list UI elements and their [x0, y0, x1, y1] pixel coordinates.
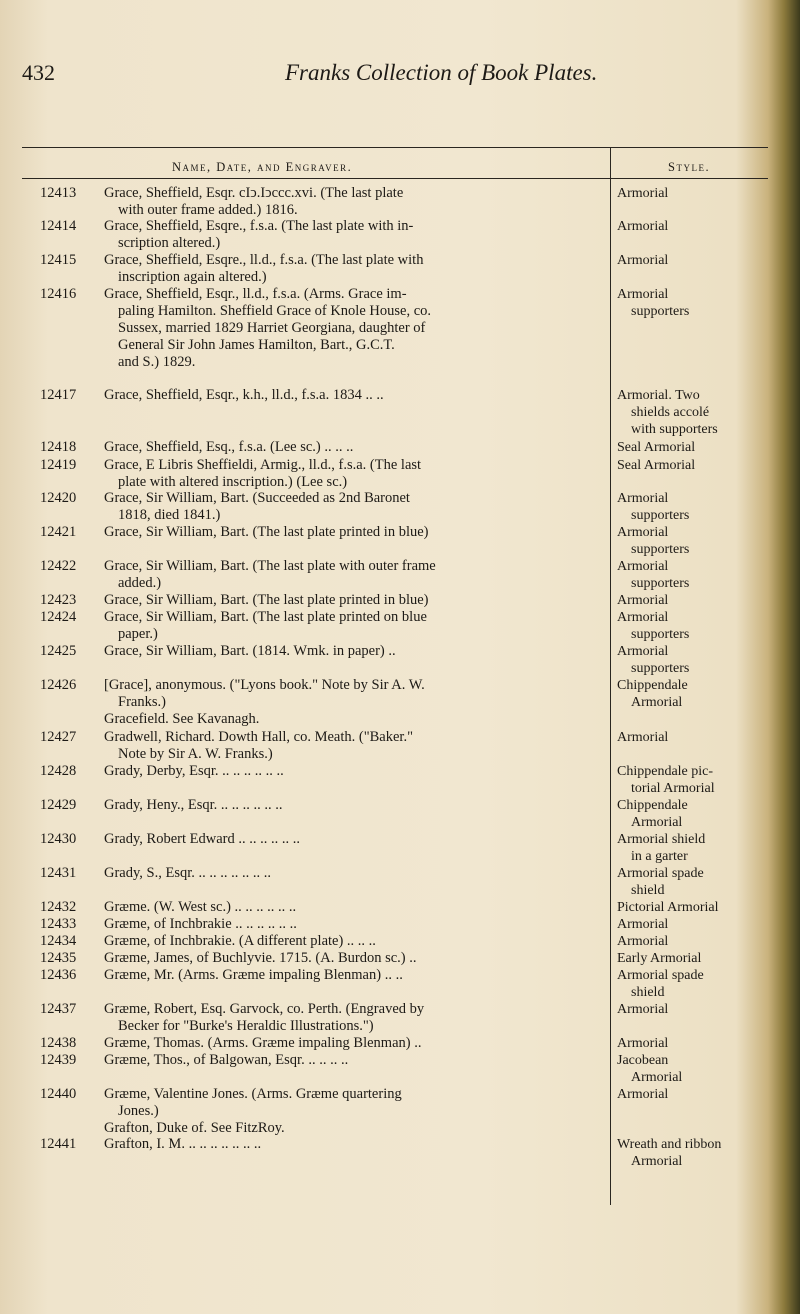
entry-style-line: Seal Armorial: [617, 440, 696, 455]
entry-style-line: Chippendale: [617, 678, 688, 693]
entry-number: 12431: [40, 865, 77, 881]
entry-style: [617, 916, 792, 933]
entry-style: [617, 1001, 792, 1018]
entry-name-line: with outer frame added.) 1816.: [118, 202, 298, 218]
entry-style: [617, 677, 792, 711]
entry-number: 12441: [40, 1136, 77, 1152]
entry-style-line: Armorial: [617, 644, 669, 659]
entry-number: 12439: [40, 1052, 77, 1068]
entry-style-line: Armorial shield: [617, 832, 706, 847]
entry-style-line: Armorial: [631, 695, 683, 710]
entry-name-line: Grace, Sir William, Bart. (The last plate with outer frame: [104, 558, 436, 574]
entry-style: [617, 763, 792, 797]
running-head: Franks Collection of Book Plates.: [285, 60, 598, 85]
entry-style: [617, 218, 792, 235]
entry-name-line: Grace, E Libris Sheffieldi, Armig., ll.d., f.s.a. (The last: [104, 457, 422, 473]
entry-name-line: Grace, Sir William, Bart. (The last plate printed on blue: [104, 609, 427, 625]
entry-name-line: added.): [118, 575, 162, 591]
entry-style-line: Pictorial Armorial: [617, 900, 719, 915]
entry-name-line: Grace, Sir William, Bart. (The last plate printed in blue): [104, 524, 429, 540]
entry-number: 12416: [40, 286, 77, 302]
entry-style-line: supporters: [631, 661, 690, 676]
entry-name: [104, 763, 604, 780]
entry-name-line: Grace, Sir William, Bart. (Succeeded as 2nd Baronet: [104, 490, 410, 506]
entry-style: [617, 865, 792, 899]
entry-name: [104, 387, 604, 404]
entry-number: 12436: [40, 967, 77, 983]
entry-name-line: Grafton, I. M. .. .. .. .. .. .. ..: [104, 1136, 262, 1152]
entry-name-line: Grady, Derby, Esqr. .. .. .. .. .. ..: [104, 763, 284, 779]
entry-style: [617, 797, 792, 831]
entry-number: 12424: [40, 609, 77, 625]
entry-style: [617, 1136, 792, 1170]
entry-name-line: Grace, Sheffield, Esqr. cIↄ.Iↄccc.xvi. (The last plate: [104, 185, 404, 201]
entry-name: [104, 1052, 604, 1069]
entry-style-line: Armorial: [617, 559, 669, 574]
entry-number: 12428: [40, 763, 77, 779]
entry-number: 12422: [40, 558, 77, 574]
entry-number: 12432: [40, 899, 77, 915]
entry-name-line: 1818, died 1841.): [118, 507, 221, 523]
entry-name: [104, 457, 604, 491]
entry-name-line: Sussex, married 1829 Harriet Georgiana, daughter of: [118, 320, 426, 336]
entry-style-line: supporters: [631, 304, 690, 319]
entry-name-line: Græme, Thos., of Balgowan, Esqr. .. .. .. ..: [104, 1052, 349, 1068]
entry-style-line: Armorial: [617, 730, 669, 745]
entry-style-line: supporters: [631, 508, 690, 523]
entry-style: [617, 831, 792, 865]
entry-number: 12440: [40, 1086, 77, 1102]
entry-name-line: Franks.): [118, 694, 166, 710]
entry-style-line: Armorial: [617, 287, 669, 302]
entry-style-line: Early Armorial: [617, 951, 702, 966]
entry-style-line: Armorial: [631, 1154, 683, 1169]
entry-name-line: Græme, Robert, Esq. Garvock, co. Perth. (Engraved by: [104, 1001, 425, 1017]
entry-name-line: Græme, Valentine Jones. (Arms. Græme quartering: [104, 1086, 402, 1102]
entry-name-line: plate with altered inscription.) (Lee sc.): [118, 474, 348, 490]
entry-style: [617, 609, 792, 643]
entry-number: 12426: [40, 677, 77, 693]
entry-style-line: Chippendale pic-: [617, 764, 714, 779]
entry-number: 12415: [40, 252, 77, 268]
entry-name: [104, 831, 604, 848]
entry-number: 12435: [40, 950, 77, 966]
entry-style: [617, 967, 792, 1001]
entry-name: [104, 967, 604, 984]
entry-style-line: Armorial: [617, 491, 669, 506]
entry-name: [104, 524, 604, 541]
entry-name-line: scription altered.): [118, 235, 221, 251]
entry-style: [617, 558, 792, 592]
entry-style: [617, 643, 792, 677]
entry-name: [104, 218, 604, 252]
entry-style: [617, 185, 792, 202]
entry-number: 12429: [40, 797, 77, 813]
entry-style-line: Armorial: [617, 1036, 669, 1051]
entry-name-line: Grady, Robert Edward .. .. .. .. .. ..: [104, 831, 300, 847]
entry-name-line: Grace, Sheffield, Esq., f.s.a. (Lee sc.) .. .. ..: [104, 439, 354, 455]
entry-number: 12437: [40, 1001, 77, 1017]
entry-name: [104, 1035, 604, 1052]
entry-name: [104, 592, 604, 609]
entry-number: 12438: [40, 1035, 77, 1051]
entry-name-line: Grace, Sheffield, Esqr., ll.d., f.s.a. (Arms. Grace im-: [104, 286, 407, 302]
entry-name-line: Grace, Sheffield, Esqr., k.h., ll.d., f.s.a. 1834 .. ..: [104, 387, 384, 403]
entry-style-line: Armorial: [631, 1070, 683, 1085]
entry-name: [104, 185, 604, 219]
entry-style-line: Armorial: [617, 253, 669, 268]
entry-number: 12430: [40, 831, 77, 847]
entry-name: [104, 1136, 604, 1153]
entry-style-line: Armorial: [617, 219, 669, 234]
entry-style-line: Armorial: [617, 593, 669, 608]
entry-name-line: Grace, Sheffield, Esqre., ll.d., f.s.a. (The last plate with: [104, 252, 424, 268]
entry-style-line: with supporters: [631, 422, 718, 437]
page-number: 432: [22, 60, 55, 85]
entry-style: [617, 286, 792, 320]
entry-name-line: Græme, of Inchbrakie. (A different plate) .. .. ..: [104, 933, 376, 949]
entry-name: [104, 899, 604, 916]
entry-name-line: [Grace], anonymous. ("Lyons book." Note by Sir A. W.: [104, 677, 425, 693]
entry-name: [104, 558, 604, 592]
entry-style: [617, 524, 792, 558]
entry-style: [617, 490, 792, 524]
entry-name: [104, 1001, 604, 1035]
entry-style: [617, 252, 792, 269]
entry-style-line: Armorial: [617, 1002, 669, 1017]
entry-style-line: Armorial: [617, 917, 669, 932]
entry-name-line: Græme, James, of Buchlyvie. 1715. (A. Burdon sc.) ..: [104, 950, 417, 966]
entry-number: 12421: [40, 524, 77, 540]
entry-style-line: Armorial: [617, 1087, 669, 1102]
entry-name-line: General Sir John James Hamilton, Bart., G.C.T.: [118, 337, 395, 353]
entry-name-line: Græme, Thomas. (Arms. Græme impaling Blenman) ..: [104, 1035, 422, 1051]
entry-style-line: torial Armorial: [631, 781, 715, 796]
entry-name-line: Græme, of Inchbrakie .. .. .. .. .. ..: [104, 916, 297, 932]
top-rule: [22, 147, 768, 148]
entry-name-line: Grace, Sir William, Bart. (The last plate printed in blue): [104, 592, 429, 608]
entry-number: 12413: [40, 185, 77, 201]
entry-name-line: Grace, Sheffield, Esqre., f.s.a. (The last plate with in-: [104, 218, 414, 234]
entry-style-line: Armorial: [631, 815, 683, 830]
entry-style: [617, 729, 792, 746]
column-heading-style: Style.: [668, 160, 711, 174]
entry-style-line: shield: [631, 883, 665, 898]
entry-style: [617, 950, 792, 967]
entry-style-line: supporters: [631, 576, 690, 591]
entry-name: [104, 439, 604, 456]
entry-style: [617, 899, 792, 916]
entry-style-line: Armorial: [617, 934, 669, 949]
entry-style-line: Jacobean: [617, 1053, 669, 1068]
entry-name-line: Note by Sir A. W. Franks.): [118, 746, 273, 762]
entry-number: 12419: [40, 457, 77, 473]
entry-name: [104, 609, 604, 643]
entry-number: 12418: [40, 439, 77, 455]
entry-style-line: shields accolé: [631, 405, 710, 420]
entry-number: 12423: [40, 592, 77, 608]
entry-name: [104, 286, 604, 371]
entry-name-line: Grafton, Duke of. See FitzRoy.: [104, 1120, 285, 1136]
entry-style-line: Wreath and ribbon: [617, 1137, 722, 1152]
entry-style-line: supporters: [631, 627, 690, 642]
entry-name: [104, 490, 604, 524]
entry-style: [617, 387, 792, 438]
entry-style-line: Chippendale: [617, 798, 688, 813]
entry-name: [104, 933, 604, 950]
entry-number: 12414: [40, 218, 77, 234]
entry-name: [104, 729, 604, 763]
entry-name-line: Grace, Sir William, Bart. (1814. Wmk. in paper) ..: [104, 643, 396, 659]
entry-name-line: paper.): [118, 626, 158, 642]
entry-style-line: in a garter: [631, 849, 688, 864]
entry-name-line: inscription again altered.): [118, 269, 267, 285]
entry-name-line: Grady, Heny., Esqr. .. .. .. .. .. ..: [104, 797, 283, 813]
entry-style-line: Armorial: [617, 525, 669, 540]
entry-name-line: paling Hamilton. Sheffield Grace of Knole House, co.: [118, 303, 432, 319]
entry-name: [104, 252, 604, 286]
entry-style: [617, 1086, 792, 1103]
entry-name-line: Grady, S., Esqr. .. .. .. .. .. .. ..: [104, 865, 272, 881]
entry-style-line: Armorial: [617, 610, 669, 625]
entry-style-line: Armorial spade: [617, 866, 704, 881]
entry-style-line: Armorial: [617, 186, 669, 201]
entry-style-line: Seal Armorial: [617, 458, 696, 473]
entry-number: 12420: [40, 490, 77, 506]
entry-style-line: Armorial. Two: [617, 388, 700, 403]
entry-name: [104, 950, 604, 967]
entry-style-line: shield: [631, 985, 665, 1000]
entry-number: 12425: [40, 643, 77, 659]
column-divider: [610, 147, 611, 1205]
entry-name: [104, 643, 604, 660]
entry-style: [617, 439, 792, 456]
entry-number: 12427: [40, 729, 77, 745]
entry-name: [104, 916, 604, 933]
entry-name-line: Becker for "Burke's Heraldic Illustrations."): [118, 1018, 374, 1034]
entry-style: [617, 457, 792, 474]
entry-number: 12433: [40, 916, 77, 932]
entry-style: [617, 592, 792, 609]
column-heading-name: Name, Date, and Engraver.: [172, 160, 353, 174]
entry-style-line: Armorial spade: [617, 968, 704, 983]
entry-number: 12434: [40, 933, 77, 949]
entry-name: [104, 677, 604, 728]
entry-name-line: Græme, Mr. (Arms. Græme impaling Blenman) .. ..: [104, 967, 403, 983]
entry-name-line: Græme. (W. West sc.) .. .. .. .. .. ..: [104, 899, 297, 915]
entry-name-line: Jones.): [118, 1103, 159, 1119]
entry-name: [104, 1086, 604, 1137]
entry-style: [617, 1052, 792, 1086]
page-header: [0, 60, 800, 100]
heading-rule: [22, 178, 768, 179]
entry-name-line: Gradwell, Richard. Dowth Hall, co. Meath. ("Baker.": [104, 729, 414, 745]
entry-number: 12417: [40, 387, 77, 403]
entry-name-line: and S.) 1829.: [118, 354, 196, 370]
entry-name: [104, 797, 604, 814]
entry-style: [617, 933, 792, 950]
entry-name: [104, 865, 604, 882]
entry-style: [617, 1035, 792, 1052]
entry-style-line: supporters: [631, 542, 690, 557]
entry-name-line: Gracefield. See Kavanagh.: [104, 711, 260, 727]
